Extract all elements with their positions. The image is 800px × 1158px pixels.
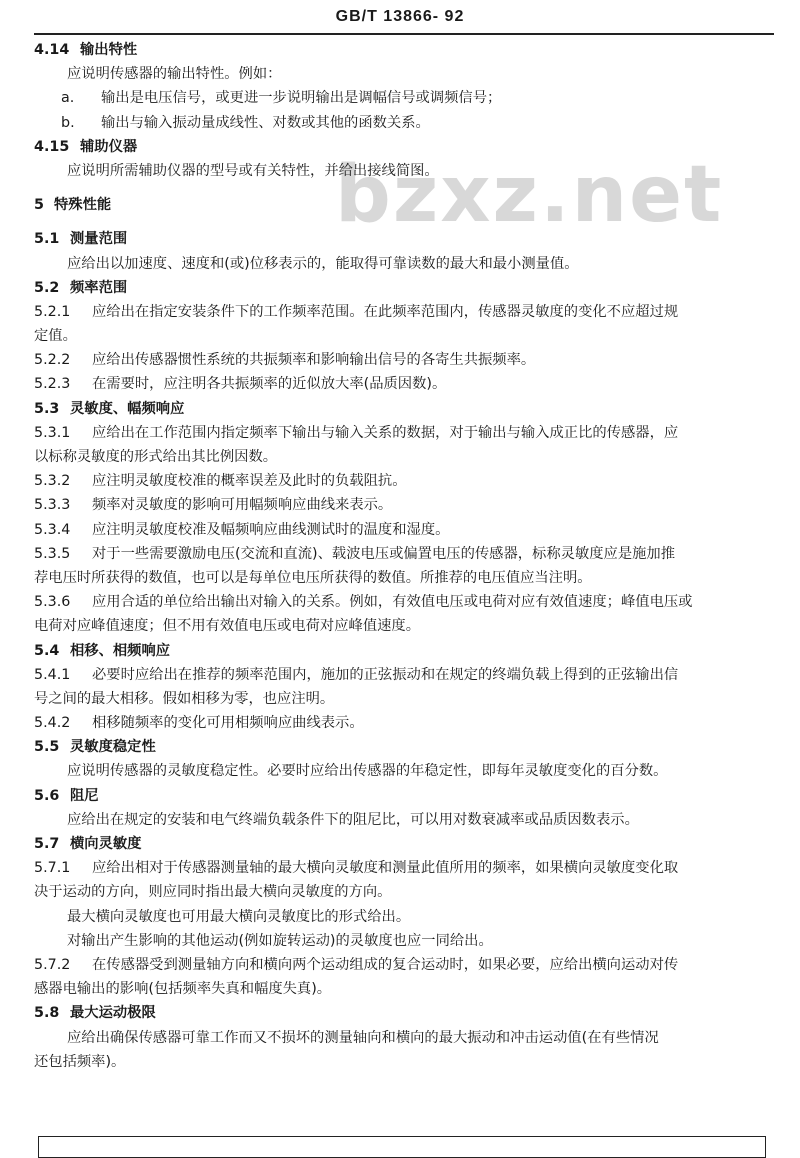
clause: 5.4.2 相移随频率的变化可用相频响应曲线表示。 [34, 715, 364, 732]
watermark: bzxz.net [335, 150, 724, 240]
clause-continuation: 荐电压时所获得的数值，也可以是每单位电压所获得的数值。所推荐的电压值应当注明。 [34, 569, 592, 586]
list-item: a. 输出是电压信号，或更进一步说明输出是调幅信号或调频信号； [61, 90, 502, 107]
clause-continuation: 以标称灵敏度的形式给出其比例因数。 [34, 449, 278, 465]
paragraph: 应给出确保传感器可靠工作而又不损坏的测量轴向和横向的最大振动和冲击运动值(在有些情况 [67, 1029, 659, 1046]
clause-continuation: 定值。 [34, 328, 77, 345]
clause: 5.3.5 对于一些需要激励电压(交流和直流)、载波电压或偏置电压的传感器，标称灵敏度应是施加推 [34, 545, 676, 562]
paragraph: 应说明所需辅助仪器的型号或有关特性，并给出接线简图。 [67, 162, 439, 179]
section-heading: 4.14 输出特性 [34, 42, 138, 58]
clause: 5.2.2 应给出传感器惯性系统的共振频率和影响输出信号的各寄生共振频率。 [34, 352, 536, 369]
section-heading: 5.6 阻尼 [34, 787, 99, 804]
paragraph: 最大横向灵敏度也可用最大横向灵敏度比的形式给出。 [67, 908, 411, 925]
clause: 5.3.2 应注明灵敏度校准的概率误差及此时的负载阻抗。 [34, 473, 407, 490]
clause: 5.3.1 应给出在工作范围内指定频率下输出与输入关系的数据，对于输出与输入成正比的传感器，应 [34, 424, 679, 441]
section-heading: 5.5 灵敏度稳定性 [34, 739, 156, 756]
clause: 5.7.1 应给出相对于传感器测量轴的最大横向灵敏度和测量此值所用的频率，如果横向灵敏度变化取 [34, 860, 679, 877]
paragraph: 应给出在规定的安装和电气终端负载条件下的阻尼比，可以用对数衰减率或品质因数表示。 [67, 811, 639, 828]
clause-continuation: 号之间的最大相移。假如相移为零，也应注明。 [34, 690, 335, 707]
section-heading: 5.4 相移、相频响应 [34, 642, 171, 659]
section-heading: 5.3 灵敏度、幅频响应 [34, 400, 185, 417]
section-heading: 5.8 最大运动极限 [34, 1005, 156, 1022]
clause-continuation: 电荷对应峰值速度；但不用有效值电压或电荷对应峰值速度。 [34, 618, 421, 635]
document-body [34, 38, 774, 1074]
bottom-frame [38, 1136, 766, 1158]
clause-continuation: 感器电输出的影响(包括频率失真和幅度失真)。 [34, 981, 332, 998]
clause: 5.3.4 应注明灵敏度校准及幅频响应曲线测试时的温度和湿度。 [34, 521, 450, 538]
chapter-heading: 5 特殊性能 [34, 197, 112, 214]
section-heading: 5.7 横向灵敏度 [34, 836, 142, 852]
clause: 5.4.1 必要时应给出在推荐的频率范围内，施加的正弦振动和在规定的终端负载上得到的正弦输出信 [34, 666, 679, 683]
section-heading: 5.1 测量范围 [34, 231, 128, 248]
paragraph: 应说明传感器的输出特性。例如： [67, 66, 282, 83]
section-heading: 5.2 频率范围 [34, 279, 128, 296]
clause-continuation: 决于运动的方向，则应同时指出最大横向灵敏度的方向。 [34, 884, 392, 901]
section-heading: 4.15 辅助仪器 [34, 138, 138, 155]
clause: 5.2.3 在需要时，应注明各共振频率的近似放大率(品质因数)。 [34, 376, 447, 393]
page-header: GB/T 13866- 92 [335, 8, 465, 25]
list-item: b. 输出与输入振动量成线性、对数或其他的函数关系。 [61, 114, 430, 131]
clause-continuation: 还包括频率)。 [34, 1053, 126, 1070]
paragraph: 应给出以加速度、速度和(或)位移表示的，能取得可靠读数的最大和最小测量值。 [67, 255, 579, 272]
clause: 5.7.2 在传感器受到测量轴方向和横向两个运动组成的复合运动时，如果必要，应给出横向运动对传 [34, 956, 679, 973]
clause: 5.2.1 应给出在指定安装条件下的工作频率范围。在此频率范围内，传感器灵敏度的变化不应超过规 [34, 303, 679, 320]
paragraph: 应说明传感器的灵敏度稳定性。必要时应给出传感器的年稳定性，即每年灵敏度变化的百分数。 [67, 763, 668, 780]
header-rule [34, 33, 774, 35]
paragraph: 对输出产生影响的其他运动(例如旋转运动)的灵敏度也应一同给出。 [67, 932, 493, 949]
clause: 5.3.3 频率对灵敏度的影响可用幅频响应曲线来表示。 [34, 497, 393, 514]
clause: 5.3.6 应用合适的单位给出输出对输入的关系。例如，有效值电压或电荷对应有效值速度；峰值电压或 [34, 594, 693, 611]
